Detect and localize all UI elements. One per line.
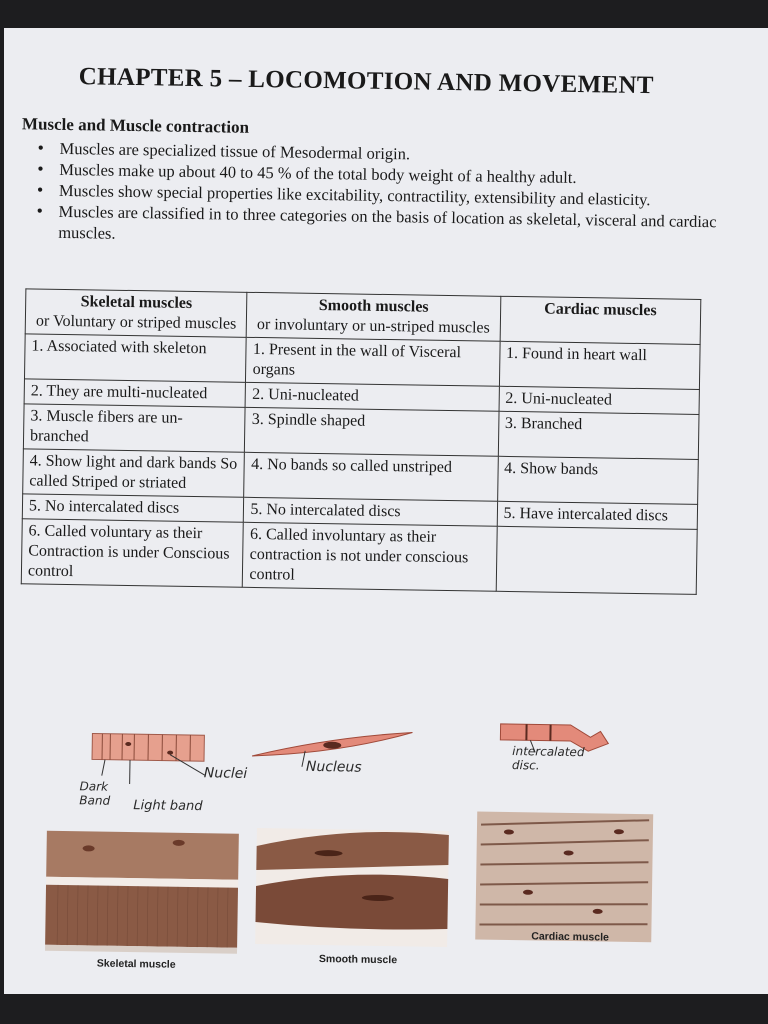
muscle-figures [27, 712, 731, 983]
bullet-dot-icon: • [36, 179, 44, 200]
chapter-title: CHAPTER 5 – LOCOMOTION AND MOVEMENT [78, 63, 654, 100]
table-cell: 4. No bands so called unstriped [244, 452, 498, 501]
annotation-nuclei: Nuclei [203, 765, 248, 782]
caption-smooth: Smooth muscle [318, 953, 398, 967]
muscle-illustrations [27, 712, 731, 983]
muscle-comparison-table [21, 288, 702, 595]
smooth-micrograph [255, 828, 449, 947]
table-cell [496, 526, 697, 594]
table-cell: 4. Show light and dark bands So called Striped or striated [23, 449, 245, 497]
table-cell: 2. They are multi-nucleated [24, 379, 246, 407]
table-cell: 5. No intercalated discs [22, 494, 244, 522]
section-heading: Muscle and Muscle contraction [21, 114, 250, 137]
table-cell: 5. No intercalated discs [244, 497, 497, 526]
skeletal-micrograph [45, 831, 239, 954]
annotation-intercalated-disc: intercalated disc. [511, 744, 585, 773]
table-cell: 3. Spindle shaped [245, 407, 499, 456]
bullet-dot-icon: • [37, 158, 44, 179]
caption-skeletal: Skeletal muscle [96, 957, 176, 971]
table-cell: 1. Present in the wall of Visceral organs [246, 337, 500, 386]
bullet-item: • Muscles are classified in to three categories on the basis of location as skeletal, visceral and cardiac muscles. [36, 200, 717, 243]
table-cell: 6. Called involuntary as their contraction is not under conscious control [243, 522, 497, 591]
table-cell: 2. Uni-nucleated [246, 382, 499, 411]
table-cell: 3. Muscle fibers are un-branched [23, 404, 245, 452]
document-page [4, 28, 768, 994]
bullet-list [36, 138, 718, 254]
bullet-item: • Muscles show special properties like excitability, contractility, extensibility and elasticity. [36, 179, 651, 210]
table-cell: 1. Associated with skeleton [24, 334, 246, 382]
caption-cardiac: Cardiac muscle [531, 930, 609, 944]
table-cell: 4. Show bands [497, 456, 698, 504]
table-cell: 2. Uni-nucleated [499, 386, 700, 414]
table-cell: 5. Have intercalated discs [497, 501, 698, 529]
bullet-dot-icon: • [37, 137, 45, 158]
table-row [21, 519, 697, 595]
bullet-dot-icon: • [36, 200, 44, 221]
bullet-item: • Muscles are specialized tissue of Mesodermal origin. [37, 137, 411, 164]
bullet-item: • Muscles make up about 40 to 45 % of the total body weight of a healthy adult. [37, 158, 577, 187]
cardiac-micrograph [475, 812, 653, 943]
table-cell: 6. Called voluntary as their Contraction is under Conscious control [21, 519, 243, 587]
header-skeletal: Skeletal muscles or Voluntary or striped muscles [25, 289, 247, 337]
header-cardiac: Cardiac muscles [500, 296, 701, 344]
annotation-nucleus: Nucleus [305, 758, 362, 776]
page-content [4, 28, 768, 994]
skeletal-fiber-sketch [92, 733, 206, 785]
table-cell: 1. Found in heart wall [499, 341, 700, 389]
table-cell: 3. Branched [498, 411, 699, 459]
header-smooth: Smooth muscles or involuntary or un-striped muscles [247, 292, 501, 341]
annotation-light-band: Light band [133, 798, 203, 815]
annotation-dark-band: Dark Band [79, 779, 111, 808]
